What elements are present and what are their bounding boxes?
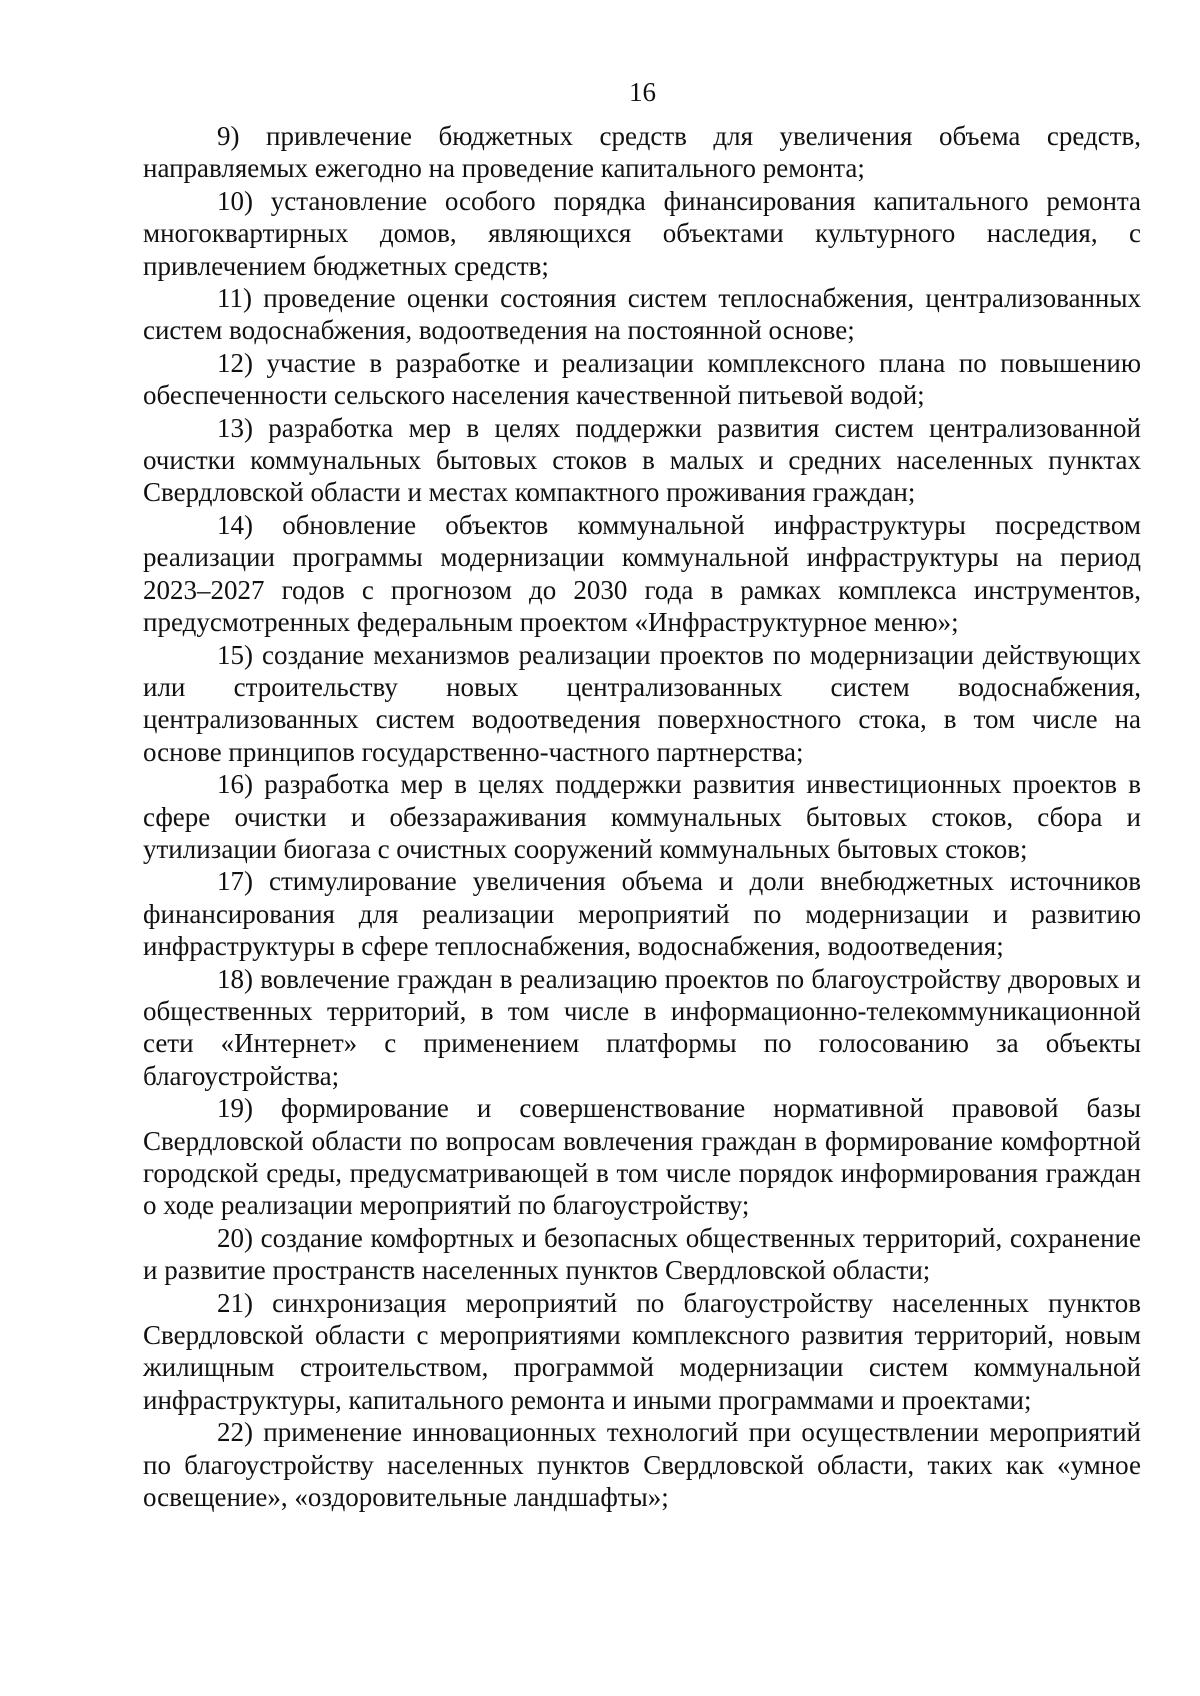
list-item-17: 17) стимулирование увеличения объема и доли внебюджетных источников финансирования для реализации мероприятий по модернизации и развитию инфраструктуры в сфере теплоснабжения, водоснабжения, водоотведения;	[143, 866, 1141, 962]
list-item-21: 21) синхронизация мероприятий по благоустройству населенных пунктов Свердловской области с мероприятиями комплексного развития территорий, новым жилищным строительством, программой модернизации систем коммунальной инфраструктуры, капитального ремонта и иными программами и проектами;	[143, 1287, 1141, 1415]
list-item-12: 12) участие в разработке и реализации комплексного плана по повышению обеспеченности сельского населения качественной питьевой водой;	[143, 347, 1141, 411]
list-item-11: 11) проведение оценки состояния систем теплоснабжения, централизованных систем водоснабжения, водоотведения на постоянной основе;	[143, 283, 1141, 346]
document-body	[143, 120, 1141, 1513]
list-item-16: 16) разработка мер в целях поддержки развития инвестиционных проектов в сфере очистки и обеззараживания коммунальных бытовых стоков, сбора и утилизации биогаза с очистных сооружений коммунальных бытовых стоков;	[143, 769, 1141, 864]
list-item-19: 19) формирование и совершенствование нормативной правовой базы Свердловской области по вопросам вовлечения граждан в формирование комфортной городской среды, предусматривающей в том числе порядок информирования граждан о ходе реализации мероприятий по благоустройству;	[143, 1093, 1141, 1221]
page-number: 16	[629, 77, 656, 107]
list-item-18: 18) вовлечение граждан в реализацию проектов по благоустройству дворовых и общественных территорий, в том числе в информационно-телекоммуникационной сети «Интернет» с применением платформы по голосованию за объекты благоустройства;	[143, 963, 1141, 1091]
list-item-10: 10) установление особого порядка финансирования капитального ремонта многоквартирных домов, являющихся объектами культурного наследия, с привлечением бюджетных средств;	[143, 185, 1141, 281]
list-item-9: 9) привлечение бюджетных средств для увеличения объема средств, направляемых ежегодно на проведение капитального ремонта;	[143, 121, 1141, 184]
list-item-22: 22) применение инновационных технологий при осуществлении мероприятий по благоустройству населенных пунктов Свердловской области, таких как «умное освещение», «оздоровительные ландшафты»;	[143, 1417, 1141, 1513]
list-item-20: 20) создание комфортных и безопасных общественных территорий, сохранение и развитие пространств населенных пунктов Свердловской области;	[143, 1222, 1141, 1286]
list-item-14: 14) обновление объектов коммунальной инфраструктуры посредством реализации программы модернизации коммунальной инфраструктуры на период 2023–2027 годов с прогнозом до 2030 года в рамках комплекса инструментов, предусмотренных федеральным проектом «Инфраструктурное меню»;	[143, 509, 1141, 638]
list-item-13: 13) разработка мер в целях поддержки развития систем централизованной очистки коммунальных бытовых стоков в малых и средних населенных пунктах Свердловской области и местах компактного проживания граждан;	[143, 412, 1141, 508]
list-item-15: 15) создание механизмов реализации проектов по модернизации действующих или строительству новых централизованных систем водоснабжения, централизованных систем водоотведения поверхностного стока, в том числе на основе принципов государственно-частного партнерства;	[143, 639, 1141, 767]
